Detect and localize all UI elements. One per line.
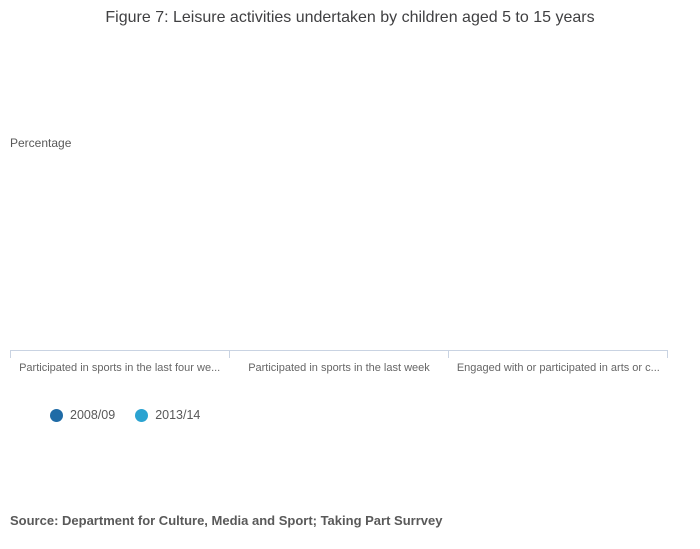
y-axis-label: Percentage — [10, 136, 72, 150]
x-axis-tick — [229, 350, 230, 358]
x-axis-line — [10, 350, 668, 351]
category-label-arts-culture: Engaged with or participated in arts or c... — [456, 362, 660, 374]
chart-title: Figure 7: Leisure activities undertaken by children aged 5 to 15 years — [105, 9, 595, 26]
x-axis-tick — [448, 350, 449, 358]
chart-legend — [50, 408, 200, 422]
legend-item-2013-14[interactable] — [135, 408, 200, 422]
x-axis-tick — [667, 350, 668, 358]
source-attribution: Source: Department for Culture, Media and Sport; Taking Part Surrvey — [10, 513, 443, 528]
legend-label-2008-09: 2008/09 — [70, 408, 116, 422]
legend-item-2008-09[interactable] — [50, 408, 115, 422]
category-label-sports-last-week: Participated in sports in the last week — [248, 362, 430, 374]
legend-marker-2013-14-icon — [135, 409, 148, 422]
x-axis-category-labels — [10, 361, 668, 375]
legend-label-2013-14: 2013/14 — [155, 408, 201, 422]
category-label-sports-four-weeks: Participated in sports in the last four we... — [19, 362, 221, 374]
plot-area — [10, 150, 668, 350]
legend-marker-2008-09-icon — [50, 409, 63, 422]
x-axis-tick — [10, 350, 11, 358]
